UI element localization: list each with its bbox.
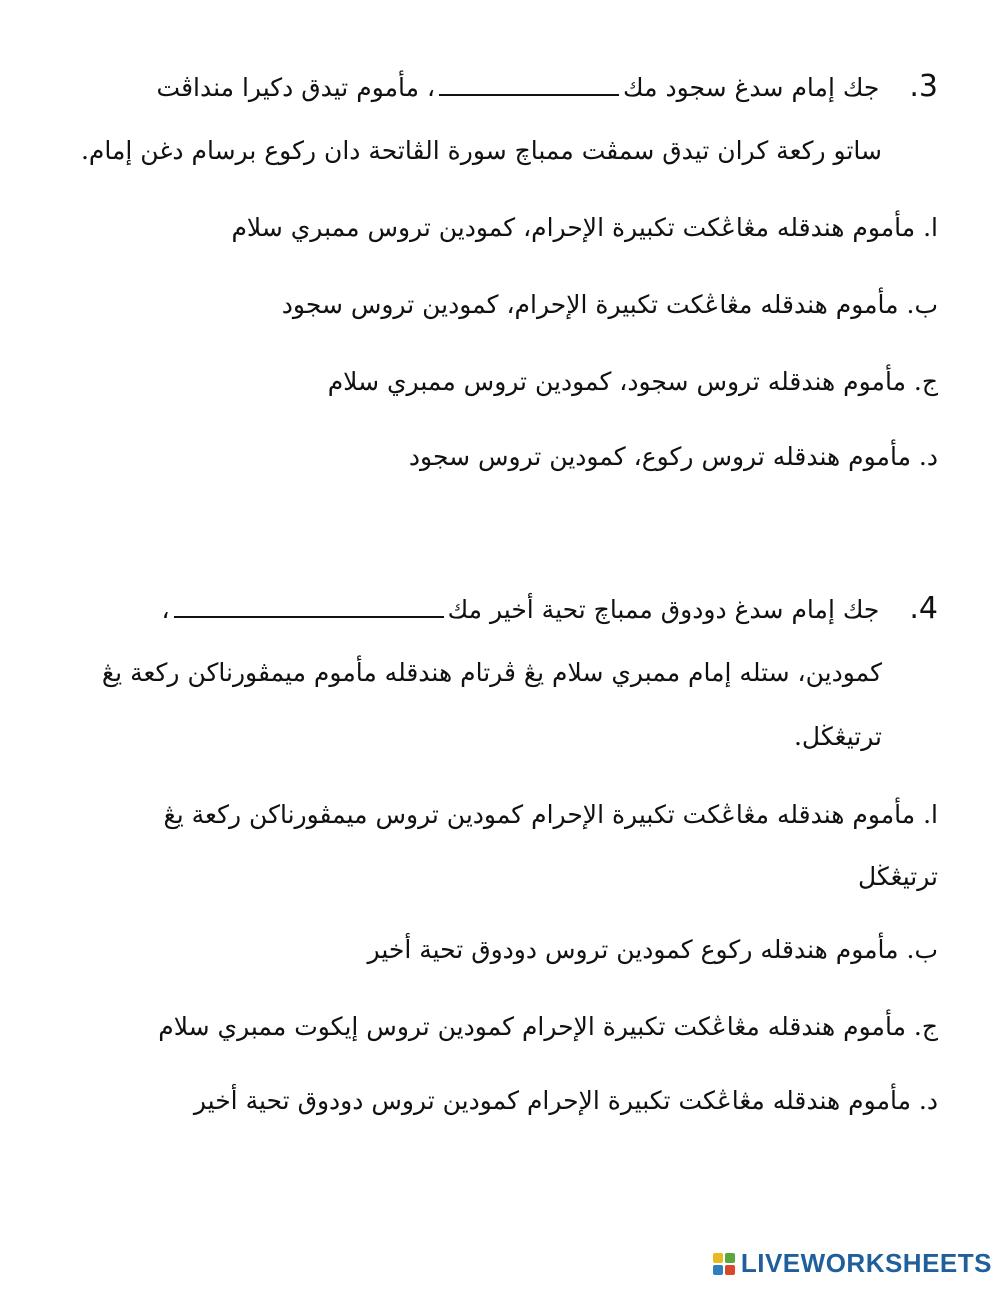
question-3-option-a[interactable]: ا. مأموم هندقله مڠاڠکت تکبيرة الإحرام، کمودين تروس ممبري سلام [231,213,938,242]
question-3-answer-blank[interactable] [439,74,619,96]
question-4-option-b[interactable]: ب. مأموم هندقله رکوع کمودين تروس دودوق تحية أخير [367,935,938,964]
question-4-option-d[interactable]: د. مأموم هندقله مڠاڠکت تکبيرة الإحرام کمودين تروس دودوق تحية أخير [193,1086,938,1115]
question-4-option-a-continued[interactable]: ترتيڠڬل [857,862,938,891]
question-3-option-d[interactable]: د. مأموم هندقله تروس رکوع، کمودين تروس سجود [408,442,938,471]
question-4-option-a[interactable]: ا. مأموم هندقله مڠاڠکت تکبيرة الإحرام کمودين تروس ميمڤورناکن رکعة يڠ [163,800,938,829]
logo-square-yellow [713,1253,723,1263]
question-4-answer-blank[interactable] [174,596,444,618]
question-4-stem-line-1 [38,592,938,627]
logo-square-red [725,1265,735,1275]
question-3-stem-part-2: ، مأموم تيدق دكيرا منداڤت [156,73,436,102]
logo-square-green [725,1253,735,1263]
question-4-stem-part-1: جك إمام سدغ دودوق ممباچ تحية أخير مك [447,595,880,624]
liveworksheets-logo-icon [713,1253,735,1275]
question-4-option-c[interactable]: ج. مأموم هندقله مڠاڠکت تکبيرة الإحرام کمودين تروس إيکوت ممبري سلام [158,1012,938,1041]
liveworksheets-brand-text: LIVEWORKSHEETS [740,1248,992,1278]
liveworksheets-branding [713,1248,992,1279]
question-3-stem-line-1 [38,70,938,105]
question-3-stem-line-2: ساتو رکعة کران تيدق سمڤت ممباچ سورة الڤاتحة دان رکوع برسام دغن إمام. [80,136,882,165]
question-3-stem-part-1: جك إمام سدغ سجود مك [623,73,880,102]
question-3-number: 3. [909,69,938,104]
question-4-number: 4. [909,591,938,626]
question-4-stem-line-2: کمودين، ستله إمام ممبري سلام يڠ ڤرتام هندقله مأموم ميمڤورناکن رکعة يڠ [101,658,882,687]
logo-square-blue [713,1265,723,1275]
question-3-option-b[interactable]: ب. مأموم هندقله مڠاڠکت تکبيرة الإحرام، کمودين تروس سجود [281,290,938,319]
question-4-stem-line-3: ترتيڠڬل. [793,722,882,751]
question-4-stem-part-2: ، [161,595,170,624]
question-3-option-c[interactable]: ج. مأموم هندقله تروس سجود، کمودين تروس ممبري سلام [327,367,938,396]
